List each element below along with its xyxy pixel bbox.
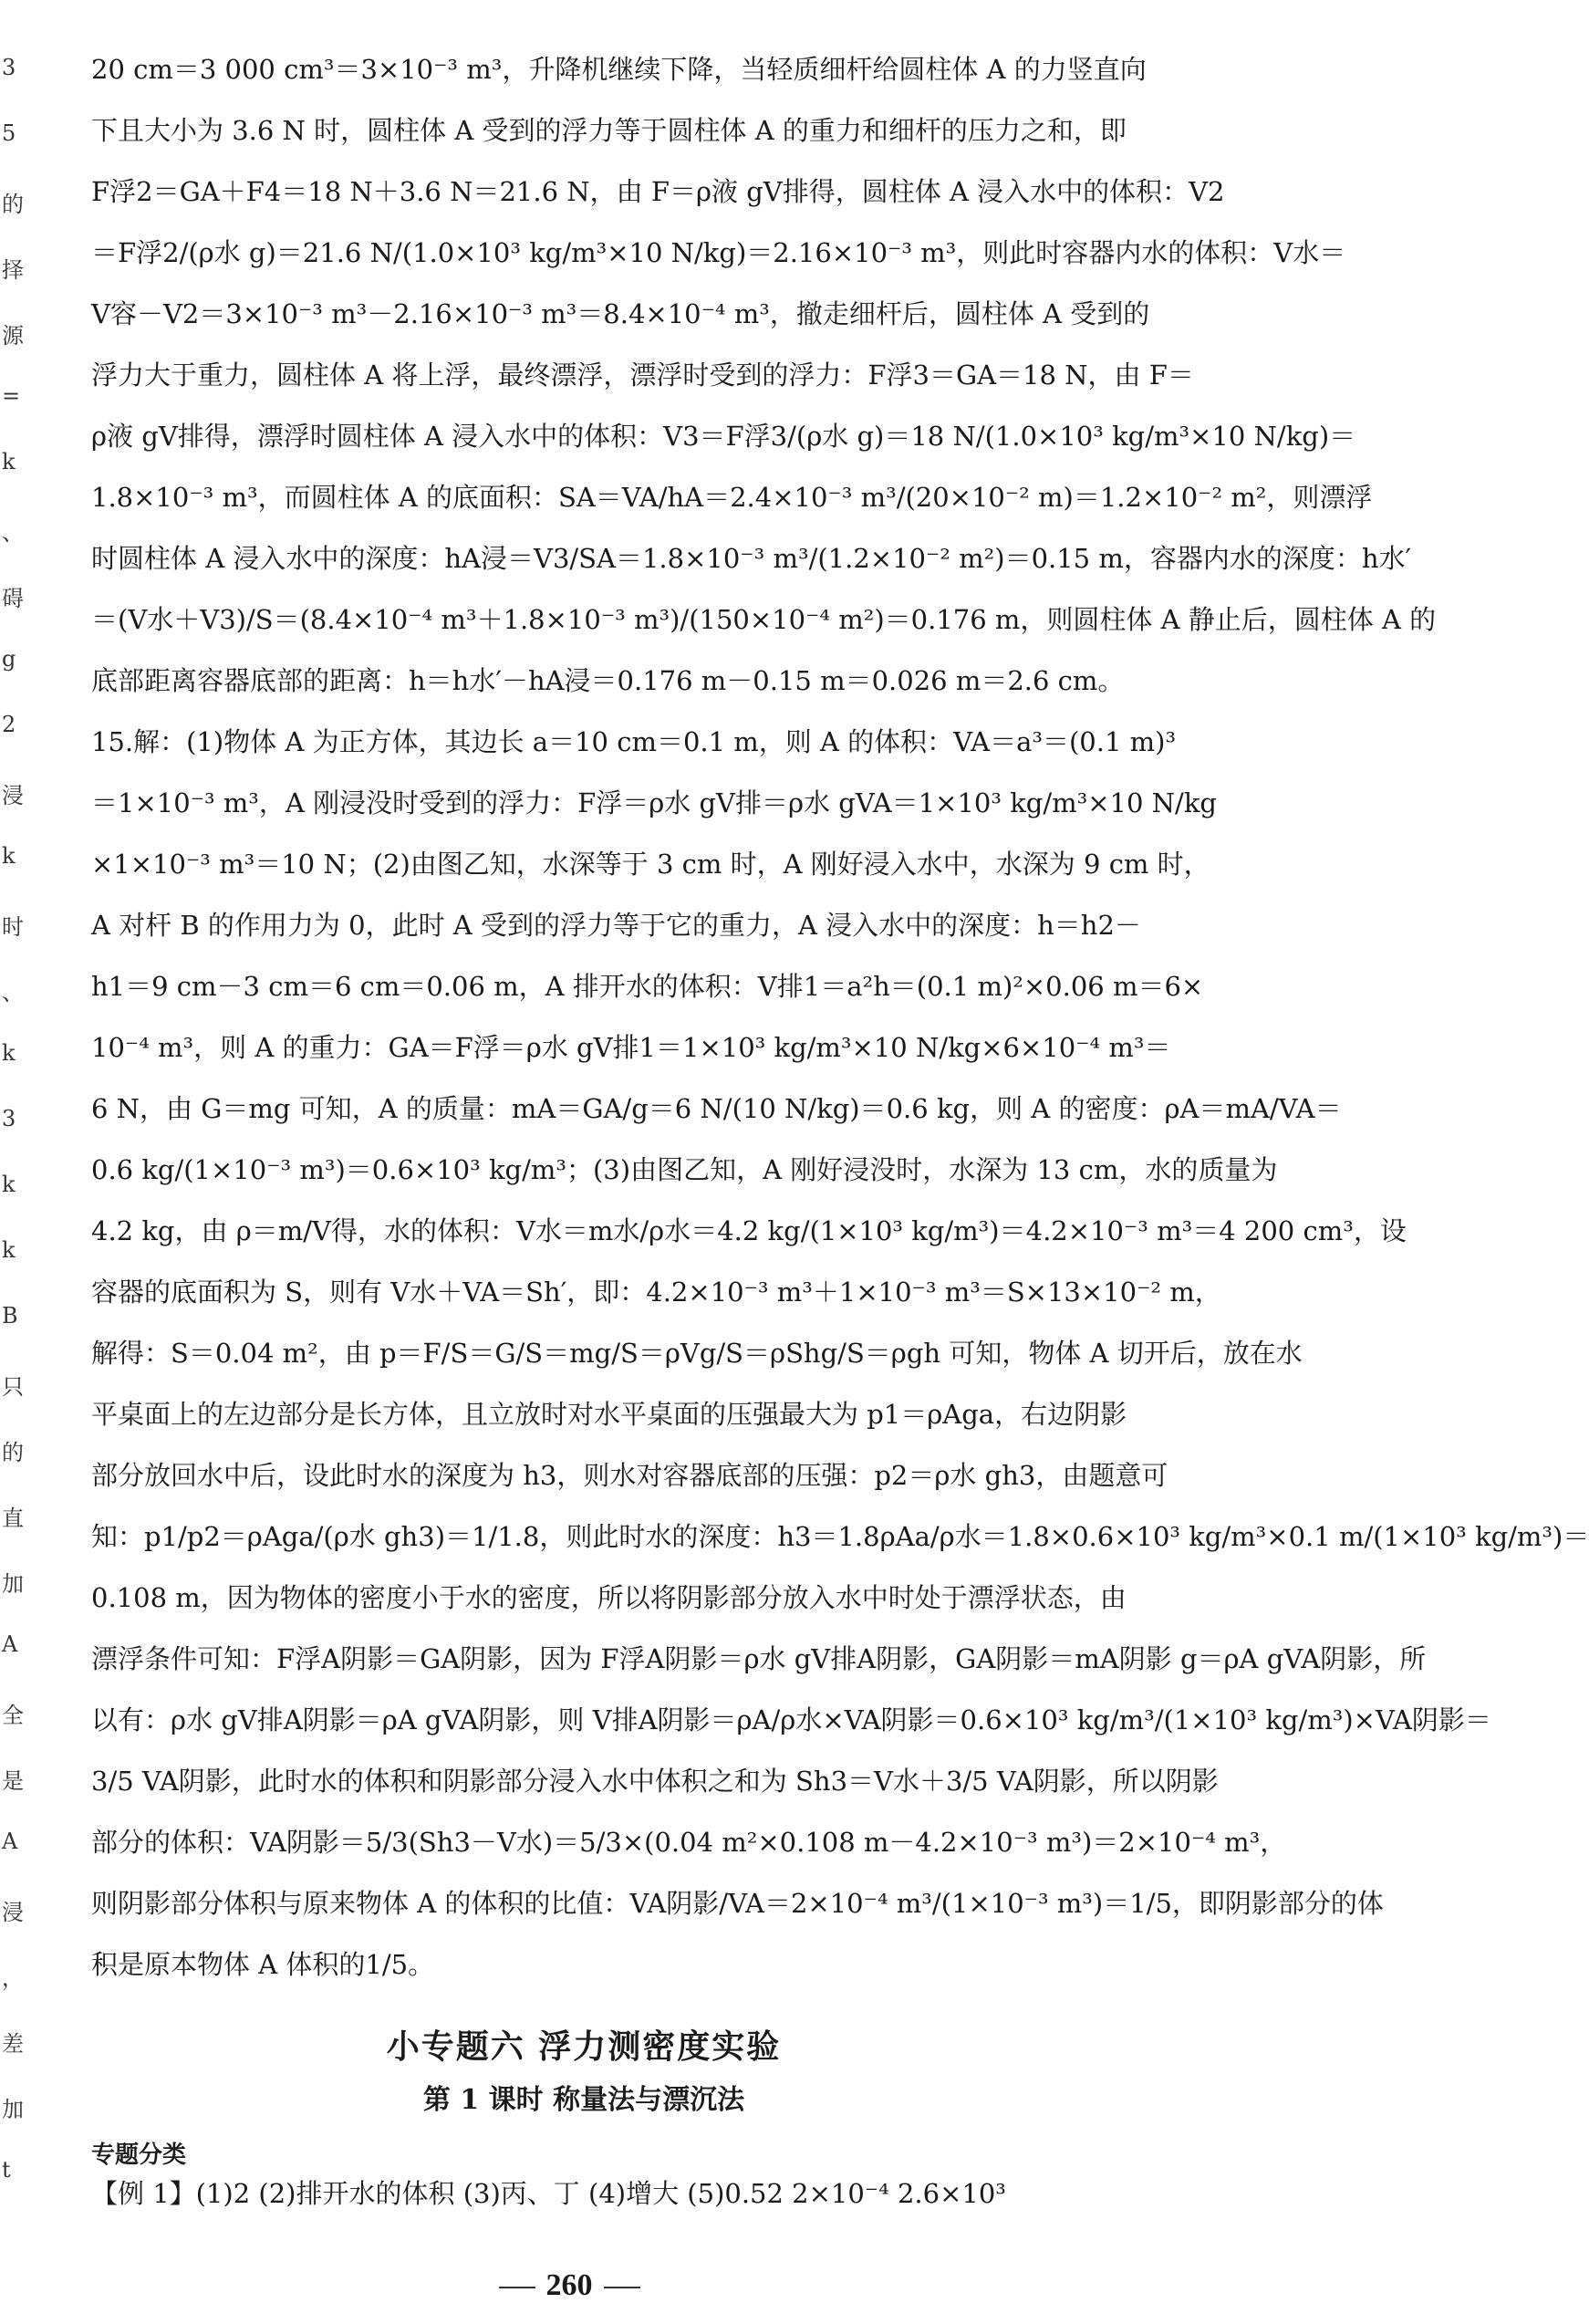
- body-line: 知：p1/p2＝ρAga/(ρ水 gh3)＝1/1.8，则此时水的深度：h3＝1.8ρAa/ρ水＝1.8×0.6×10³ kg/m³×0.1 m/(1×10³ kg/m³)＝: [91, 1521, 1589, 1552]
- left-margin-fragments: [0, 0, 26, 2324]
- margin-fragment: ，: [2, 1965, 24, 1991]
- margin-fragment: B: [2, 1303, 18, 1329]
- document-body: [91, 53, 1589, 2210]
- body-line: 3/5 VA阴影，此时水的体积和阴影部分浸入水中体积之和为 Sh3＝V水＋3/5 VA阴影，所以阴影: [91, 1766, 1219, 1797]
- section-title: 小专题六 浮力测密度实验: [386, 2027, 782, 2066]
- margin-fragment: 、: [2, 520, 24, 546]
- page-number: [0, 2268, 1138, 2303]
- margin-fragment: 的: [2, 1440, 24, 1465]
- body-line: 底部距离容器底部的距离：h＝h水′－hA浸＝0.176 m－0.15 m＝0.026 m＝2.6 cm。: [91, 665, 1125, 696]
- margin-fragment: 加: [2, 2097, 24, 2122]
- body-line: 1.8×10⁻³ m³，而圆柱体 A 的底面积：SA＝VA/hA＝2.4×10⁻³ m³/(20×10⁻² m)＝1.2×10⁻² m²，则漂浮: [91, 482, 1373, 513]
- lesson-title: 第 1 课时 称量法与漂沉法: [422, 2084, 745, 2116]
- body-line: ＝F浮2/(ρ水 g)＝21.6 N/(1.0×10³ kg/m³×10 N/kg)＝2.16×10⁻³ m³，则此时容器内水的体积：V水＝: [91, 237, 1346, 268]
- margin-fragment: 3: [2, 1106, 16, 1131]
- margin-fragment: k: [2, 1172, 16, 1197]
- margin-fragment: 全: [2, 1703, 24, 1728]
- body-line: F浮2＝GA＋F4＝18 N＋3.6 N＝21.6 N，由 F＝ρ液 gV排得，圆柱体 A 浸入水中的体积：V2: [91, 176, 1225, 207]
- margin-fragment: 、: [2, 980, 24, 1006]
- margin-fragment: 是: [2, 1768, 24, 1794]
- margin-fragment: 直: [2, 1506, 24, 1531]
- body-line: A 对杆 B 的作用力为 0，此时 A 受到的浮力等于它的重力，A 浸入水中的深度：h＝h2－: [91, 910, 1141, 941]
- margin-fragment: 源: [2, 323, 24, 349]
- body-line: 积是原本物体 A 体积的1/5。: [91, 1949, 435, 1980]
- margin-fragment: =: [2, 383, 21, 409]
- body-line: ＝1×10⁻³ m³，A 刚浸没时受到的浮力：F浮＝ρ水 gV排＝ρ水 gVA＝1×10³ kg/m³×10 N/kg: [91, 787, 1217, 818]
- margin-fragment: A: [2, 1631, 18, 1657]
- body-line: ×1×10⁻³ m³＝10 N；(2)由图乙知，水深等于 3 cm 时，A 刚好浸入水中，水深为 9 cm 时，: [91, 849, 1210, 880]
- margin-fragment: k: [2, 1040, 16, 1066]
- body-line: 15.解：(1)物体 A 为正方体，其边长 a＝10 cm＝0.1 m，则 A 的体积：VA＝a³＝(0.1 m)³: [91, 726, 1177, 757]
- solution-paragraph-14: [91, 53, 1437, 725]
- margin-fragment: 的: [2, 192, 24, 217]
- body-line: 20 cm＝3 000 cm³＝3×10⁻³ m³，升降机继续下降，当轻质细杆给圆柱体 A 的力竖直向: [91, 54, 1147, 85]
- body-line: 4.2 kg，由 ρ＝m/V得，水的体积：V水＝m水/ρ水＝4.2 kg/(1×10³ kg/m³)＝4.2×10⁻³ m³＝4 200 cm³，设: [91, 1215, 1407, 1246]
- margin-fragment: 加: [2, 1571, 24, 1597]
- body-line: 漂浮条件可知：F浮A阴影＝GA阴影，因为 F浮A阴影＝ρ水 gV排A阴影，GA阴影＝mA阴影 g＝ρA gVA阴影，所: [91, 1643, 1427, 1674]
- margin-fragment: 浸: [2, 1900, 24, 1925]
- body-line: 部分放回水中后，设此时水的深度为 h3，则水对容器底部的压强：p2＝ρ水 gh3，由题意可: [91, 1460, 1168, 1491]
- body-line: 浮力大于重力，圆柱体 A 将上浮，最终漂浮，漂浮时受到的浮力：F浮3＝GA＝18 N，由 F＝: [91, 360, 1194, 391]
- body-line: 10⁻⁴ m³，则 A 的重力：GA＝F浮＝ρ水 gV排1＝1×10³ kg/m³×10 N/kg×6×10⁻⁴ m³＝: [91, 1032, 1171, 1063]
- category-label: 专题分类: [91, 2142, 187, 2169]
- body-line: 时圆柱体 A 浸入水中的深度：hA浸＝V3/SA＝1.8×10⁻³ m³/(1.2×10⁻² m²)＝0.15 m，容器内水的深度：h水′: [91, 543, 1412, 574]
- margin-fragment: k: [2, 449, 16, 474]
- margin-fragment: k: [2, 843, 16, 869]
- body-line: 下且大小为 3.6 N 时，圆柱体 A 受到的浮力等于圆柱体 A 的重力和细杆的压力之和，即: [91, 115, 1127, 146]
- body-line: 以有：ρ水 gV排A阴影＝ρA gVA阴影，则 V排A阴影＝ρA/ρ水×VA阴影＝0.6×10³ kg/m³/(1×10³ kg/m³)×VA阴影＝: [91, 1704, 1491, 1735]
- margin-fragment: 2: [2, 712, 16, 737]
- body-line: 解得：S＝0.04 m²，由 p＝F/S＝G/S＝mg/S＝ρVg/S＝ρShg/S＝ρgh 可知，物体 A 切开后，放在水: [91, 1338, 1303, 1369]
- margin-fragment: 时: [2, 914, 24, 940]
- margin-fragment: A: [2, 1829, 18, 1854]
- body-line: 平桌面上的左边部分是长方体，且立放时对水平桌面的压强最大为 p1＝ρAga，右边阴影: [91, 1399, 1127, 1430]
- body-line: 0.6 kg/(1×10⁻³ m³)＝0.6×10³ kg/m³；(3)由图乙知，A 刚好浸没时，水深为 13 cm，水的质量为: [91, 1154, 1278, 1185]
- body-line: ＝(V水＋V3)/S＝(8.4×10⁻⁴ m³＋1.8×10⁻³ m³)/(150×10⁻⁴ m²)＝0.176 m，则圆柱体 A 静止后，圆柱体 A 的: [91, 604, 1437, 635]
- margin-fragment: 浸: [2, 783, 24, 808]
- margin-fragment: g: [2, 646, 16, 672]
- body-line: 6 N，由 G＝mg 可知，A 的质量：mA＝GA/g＝6 N/(10 N/kg)＝0.6 kg，则 A 的密度：ρA＝mA/VA＝: [91, 1093, 1342, 1124]
- example-answer-line: 【例 1】(1)2 (2)排开水的体积 (3)丙、丁 (4)增大 (5)0.52 2×10⁻⁴ 2.6×10³: [91, 2178, 1006, 2209]
- margin-fragment: 3: [2, 55, 16, 80]
- body-line: 部分的体积：VA阴影＝5/3(Sh3－V水)＝5/3×(0.04 m²×0.108 m－4.2×10⁻³ m³)＝2×10⁻⁴ m³，: [91, 1827, 1287, 1858]
- body-line: 容器的底面积为 S，则有 V水＋VA＝Sh′，即：4.2×10⁻³ m³＋1×10⁻³ m³＝S×13×10⁻² m，: [91, 1277, 1221, 1308]
- margin-fragment: t: [2, 2157, 11, 2183]
- margin-fragment: 择: [2, 257, 24, 283]
- body-line: ρ液 gV排得，漂浮时圆柱体 A 浸入水中的体积：V3＝F浮3/(ρ水 g)＝18 N/(1.0×10³ kg/m³×10 N/kg)＝: [91, 421, 1356, 452]
- margin-fragment: 差: [2, 2031, 24, 2057]
- solution-paragraph-15: [91, 725, 1589, 2009]
- body-line: h1＝9 cm－3 cm＝6 cm＝0.06 m，A 排开水的体积：V排1＝a²h＝(0.1 m)²×0.06 m＝6×: [91, 971, 1204, 1002]
- body-line: V容－V2＝3×10⁻³ m³－2.16×10⁻³ m³＝8.4×10⁻⁴ m³，撤走细杆后，圆柱体 A 受到的: [91, 298, 1150, 329]
- margin-fragment: 碍: [2, 586, 24, 611]
- margin-fragment: k: [2, 1237, 16, 1263]
- body-line: 0.108 m，因为物体的密度小于水的密度，所以将阴影部分放入水中时处于漂浮状态，由: [91, 1582, 1127, 1613]
- body-line: 则阴影部分体积与原来物体 A 的体积的比值：VA阴影/VA＝2×10⁻⁴ m³/(1×10⁻³ m³)＝1/5，即阴影部分的体: [91, 1888, 1384, 1919]
- page-number-text: 260: [545, 2268, 593, 2302]
- margin-fragment: 5: [2, 120, 16, 146]
- margin-fragment: 只: [2, 1374, 24, 1400]
